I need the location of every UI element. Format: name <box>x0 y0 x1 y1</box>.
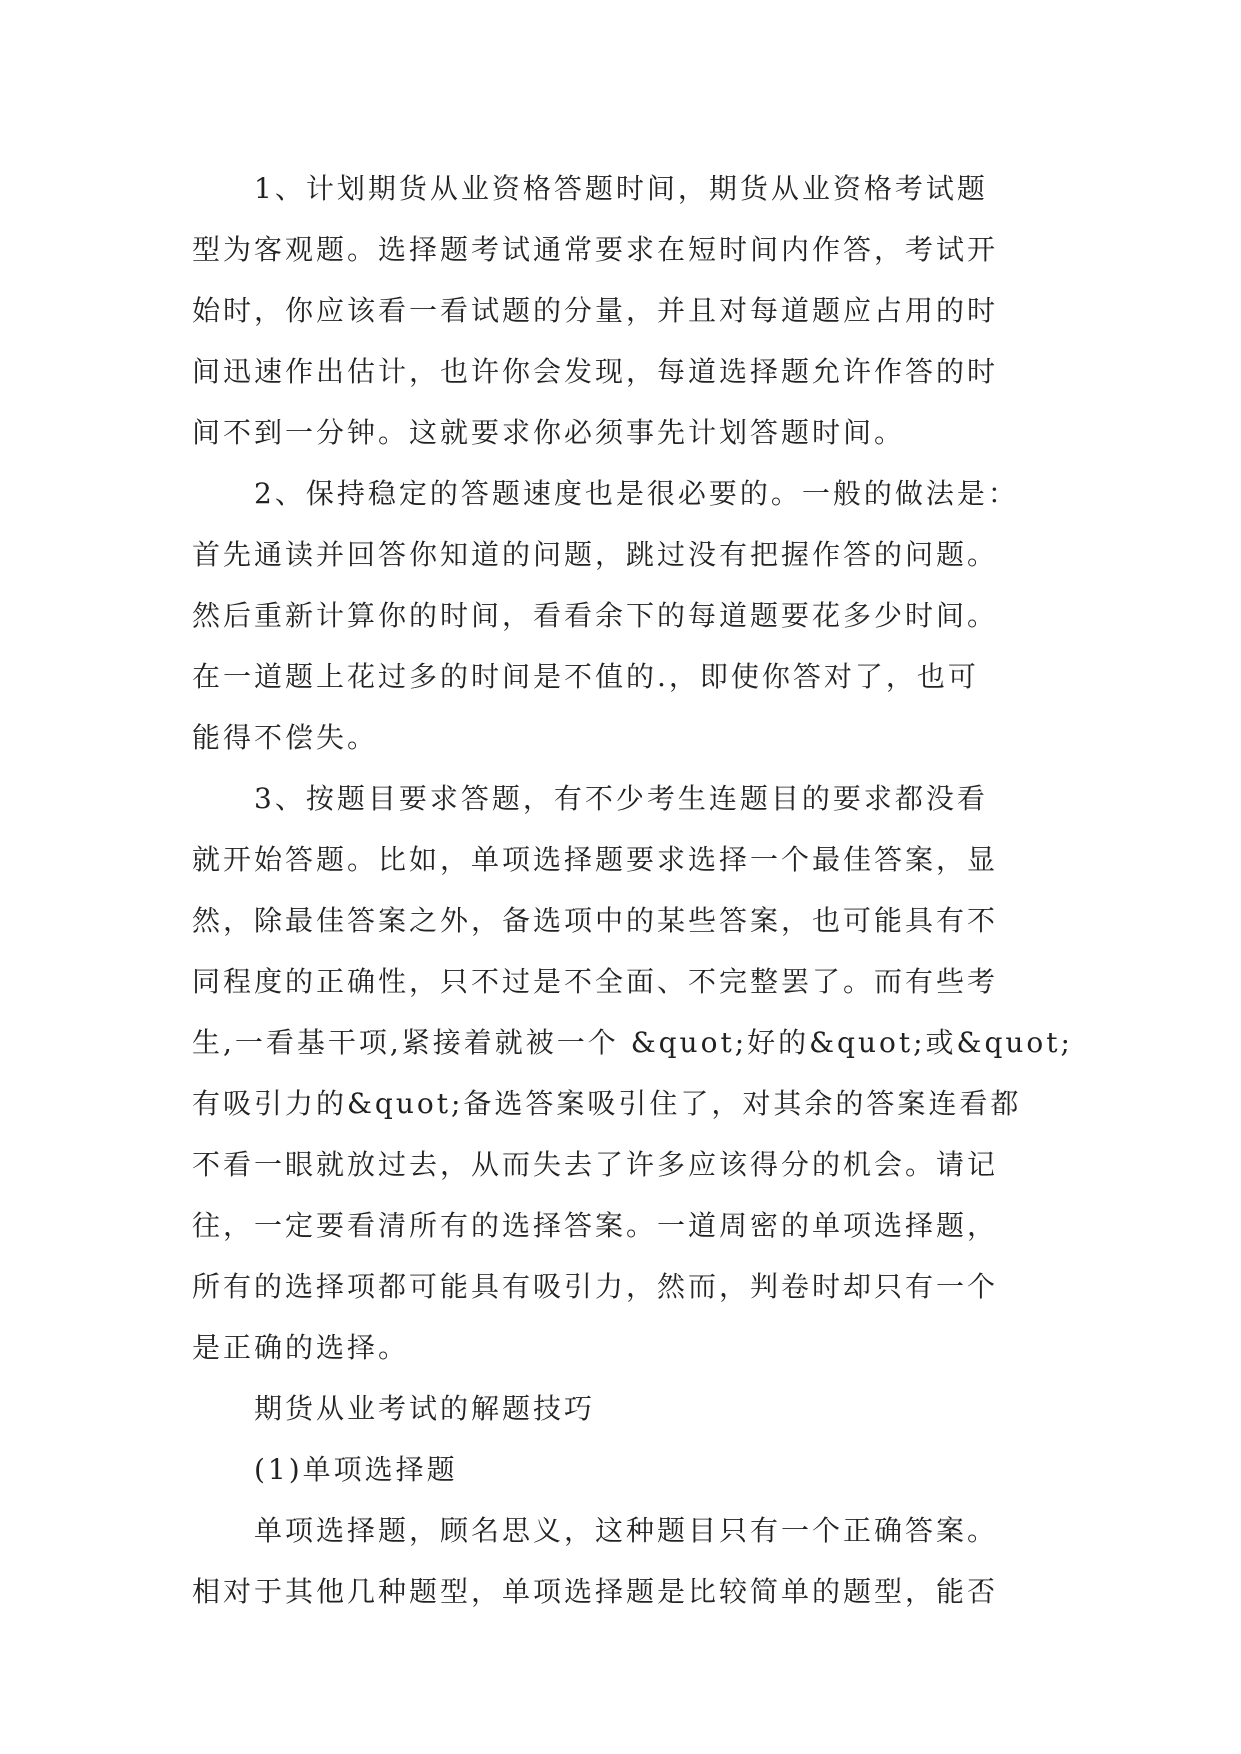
paragraph-line: 单项选择题，顾名思义，这种题目只有一个正确答案。 <box>254 1514 999 1547</box>
subsection-heading <box>192 1439 1050 1500</box>
paragraph-line: 间不到一分钟。这就要求你必须事先计划答题时间。 <box>192 416 906 449</box>
paragraph-line: 1、计划期货从业资格答题时间，期货从业资格考试题 <box>254 172 988 205</box>
paragraph-line: 能得不偿失。 <box>192 721 379 754</box>
paragraph-line: 相对于其他几种题型，单项选择题是比较简单的题型，能否 <box>192 1575 999 1608</box>
paragraph-2 <box>192 463 1050 768</box>
paragraph-line: 然，除最佳答案之外，备选项中的某些答案，也可能具有不 <box>192 904 999 937</box>
paragraph-line: 同程度的正确性，只不过是不全面、不完整罢了。而有些考 <box>192 965 999 998</box>
paragraph-1 <box>192 158 1050 463</box>
paragraph-line: 型为客观题。选择题考试通常要求在短时间内作答，考试开 <box>192 233 999 266</box>
section-heading <box>192 1378 1050 1439</box>
paragraph-line: 往，一定要看清所有的选择答案。一道周密的单项选择题， <box>192 1209 999 1242</box>
paragraph-line: 2、保持稳定的答题速度也是很必要的。一般的做法是： <box>254 477 1019 510</box>
paragraph-3 <box>192 768 1073 1378</box>
paragraph-line: 然后重新计算你的时间，看看余下的每道题要花多少时间。 <box>192 599 999 632</box>
paragraph-line: 不看一眼就放过去，从而失去了许多应该得分的机会。请记 <box>192 1148 999 1181</box>
paragraph-line: 始时，你应该看一看试题的分量，并且对每道题应占用的时 <box>192 294 999 327</box>
document-body <box>192 158 1073 1622</box>
subsection-heading-text: (1)单项选择题 <box>254 1453 458 1486</box>
paragraph-line: 所有的选择项都可能具有吸引力，然而，判卷时却只有一个 <box>192 1270 999 1303</box>
paragraph-line: 首先通读并回答你知道的问题，跳过没有把握作答的问题。 <box>192 538 999 571</box>
paragraph-line: 就开始答题。比如，单项选择题要求选择一个最佳答案，显 <box>192 843 999 876</box>
paragraph-line: 生,一看基干项,紧接着就被一个 &quot;好的&quot;或&quot; <box>192 1026 1073 1059</box>
paragraph-line: 是正确的选择。 <box>192 1331 410 1364</box>
paragraph-4 <box>192 1500 1050 1622</box>
paragraph-line: 在一道题上花过多的时间是不值的.，即使你答对了，也可 <box>192 660 979 693</box>
paragraph-line: 3、按题目要求答题，有不少考生连题目的要求都没看 <box>254 782 988 815</box>
section-heading-text: 期货从业考试的解题技巧 <box>254 1392 596 1425</box>
paragraph-line: 有吸引力的&quot;备选答案吸引住了，对其余的答案连看都 <box>192 1087 1022 1120</box>
paragraph-line: 间迅速作出估计，也许你会发现，每道选择题允许作答的时 <box>192 355 999 388</box>
